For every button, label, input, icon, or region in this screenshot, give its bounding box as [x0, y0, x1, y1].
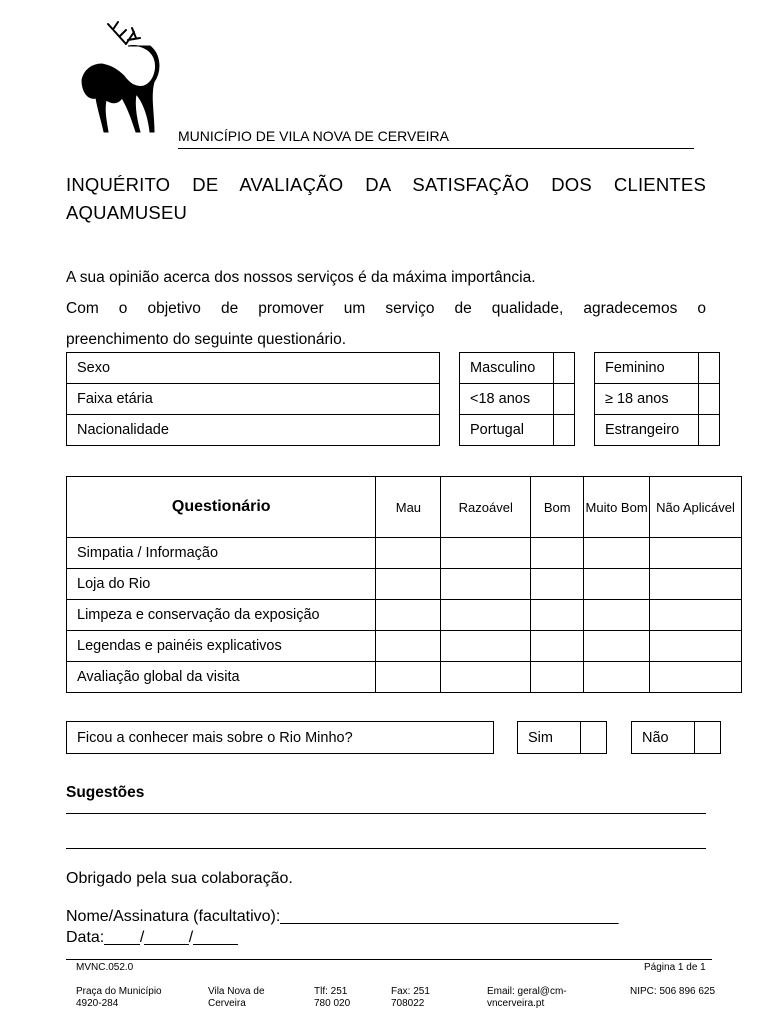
intro-paragraph — [66, 262, 706, 355]
intro-line2: Com o objetivo de promover um serviço de qualidade, agradecemos o — [66, 300, 706, 317]
rating-cell[interactable] — [650, 631, 742, 662]
rating-cell[interactable] — [650, 569, 742, 600]
table-row — [67, 538, 742, 569]
address-line2: 4920-284 — [76, 998, 119, 1009]
city-line2: Cerveira — [208, 998, 246, 1009]
rating-cell[interactable] — [584, 569, 650, 600]
address-line1: Praça do Município — [76, 986, 162, 997]
name-signature-field[interactable]: Nome/Assinatura (facultativo):______________________________________ — [66, 908, 619, 925]
checkbox-18-plus[interactable] — [699, 384, 720, 415]
option-18-plus: ≥ 18 anos — [595, 384, 699, 415]
rating-cell[interactable] — [584, 662, 650, 693]
thanks-text: Obrigado pela sua colaboração. — [66, 870, 293, 887]
table-row — [67, 631, 742, 662]
footer-rule — [66, 959, 712, 960]
header-rule — [178, 148, 694, 149]
col-razoavel: Razoável — [441, 477, 531, 538]
email-line2: vncerveira.pt — [487, 998, 545, 1009]
footer-email — [487, 986, 567, 1010]
option-estrangeiro: Estrangeiro — [595, 415, 699, 446]
rating-cell[interactable] — [650, 600, 742, 631]
item-label: Limpeza e conservação da exposição — [67, 600, 376, 631]
footer-phone — [314, 986, 350, 1010]
doc-code: MVNC.052.0 — [76, 962, 134, 973]
questionnaire-table — [66, 476, 742, 693]
table-row — [67, 569, 742, 600]
profile-option1-table — [459, 352, 575, 446]
rating-cell[interactable] — [441, 631, 531, 662]
option-under-18: <18 anos — [460, 384, 554, 415]
rating-cell[interactable] — [531, 538, 584, 569]
suggestions-line-2[interactable] — [66, 848, 706, 849]
col-bom: Bom — [531, 477, 584, 538]
rating-cell[interactable] — [441, 569, 531, 600]
checkbox-nao[interactable] — [695, 722, 721, 754]
rating-cell[interactable] — [650, 538, 742, 569]
option-sim: Sim — [518, 722, 581, 754]
rating-cell[interactable] — [531, 631, 584, 662]
rio-no-table — [631, 721, 721, 754]
rating-cell[interactable] — [376, 569, 441, 600]
option-feminino: Feminino — [595, 353, 699, 384]
rating-cell[interactable] — [531, 569, 584, 600]
rating-cell[interactable] — [376, 538, 441, 569]
rio-yes-table — [517, 721, 607, 754]
profile-label-age: Faixa etária — [67, 384, 440, 415]
municipality-name: MUNICÍPIO DE VILA NOVA DE CERVEIRA — [178, 128, 449, 144]
item-label: Avaliação global da visita — [67, 662, 376, 693]
option-masculino: Masculino — [460, 353, 554, 384]
profile-label-table — [66, 352, 440, 446]
suggestions-line-1[interactable] — [66, 813, 706, 814]
col-mau: Mau — [376, 477, 441, 538]
table-row — [67, 662, 742, 693]
rating-cell[interactable] — [584, 600, 650, 631]
email-line1: Email: geral@cm- — [487, 986, 567, 997]
profile-label-nationality: Nacionalidade — [67, 415, 440, 446]
item-label: Loja do Rio — [67, 569, 376, 600]
col-muito-bom: Muito Bom — [584, 477, 650, 538]
survey-title-line1: INQUÉRITO DE AVALIAÇÃO DA SATISFAÇÃO DOS CLIENTES — [66, 174, 706, 195]
rating-cell[interactable] — [441, 538, 531, 569]
fax-line2: 708022 — [391, 998, 425, 1009]
checkbox-sim[interactable] — [581, 722, 607, 754]
rating-cell[interactable] — [531, 600, 584, 631]
col-nao-aplicavel: Não Aplicável — [650, 477, 742, 538]
rating-cell[interactable] — [531, 662, 584, 693]
item-label: Legendas e painéis explicativos — [67, 631, 376, 662]
fax-line1: Fax: 251 — [391, 986, 430, 997]
checkbox-portugal[interactable] — [554, 415, 575, 446]
footer-nipc: NIPC: 506 896 625 — [630, 986, 716, 997]
footer-address — [76, 986, 162, 1010]
footer-fax — [391, 986, 430, 1010]
profile-label-sex: Sexo — [67, 353, 440, 384]
date-field[interactable]: Data:____/_____/_____ — [66, 929, 238, 946]
rating-cell[interactable] — [584, 538, 650, 569]
option-nao: Não — [632, 722, 695, 754]
rio-question: Ficou a conhecer mais sobre o Rio Minho? — [67, 722, 494, 754]
checkbox-masculino[interactable] — [554, 353, 575, 384]
rating-cell[interactable] — [441, 600, 531, 631]
option-portugal: Portugal — [460, 415, 554, 446]
city-line1: Vila Nova de — [208, 986, 265, 997]
rating-cell[interactable] — [376, 600, 441, 631]
item-label: Simpatia / Informação — [67, 538, 376, 569]
intro-line1: A sua opinião acerca dos nossos serviços é da máxima importância. — [66, 269, 536, 286]
profile-option2-table — [594, 352, 720, 446]
phone-line2: 780 020 — [314, 998, 351, 1009]
rating-cell[interactable] — [376, 631, 441, 662]
rating-cell[interactable] — [584, 631, 650, 662]
table-row — [67, 600, 742, 631]
footer-city — [208, 986, 265, 1010]
checkbox-estrangeiro[interactable] — [699, 415, 720, 446]
suggestions-heading: Sugestões — [66, 784, 145, 801]
questionnaire-heading: Questionário — [67, 477, 376, 538]
phone-line1: Tlf: 251 — [314, 986, 348, 997]
rating-cell[interactable] — [441, 662, 531, 693]
survey-title-line2: AQUAMUSEU — [66, 202, 188, 223]
intro-line3: preenchimento do seguinte questionário. — [66, 331, 347, 348]
checkbox-under-18[interactable] — [554, 384, 575, 415]
rating-cell[interactable] — [650, 662, 742, 693]
checkbox-feminino[interactable] — [699, 353, 720, 384]
rating-cell[interactable] — [376, 662, 441, 693]
rio-question-table — [66, 721, 494, 754]
page-number: Página 1 de 1 — [644, 962, 706, 973]
deer-logo-icon — [78, 18, 178, 138]
